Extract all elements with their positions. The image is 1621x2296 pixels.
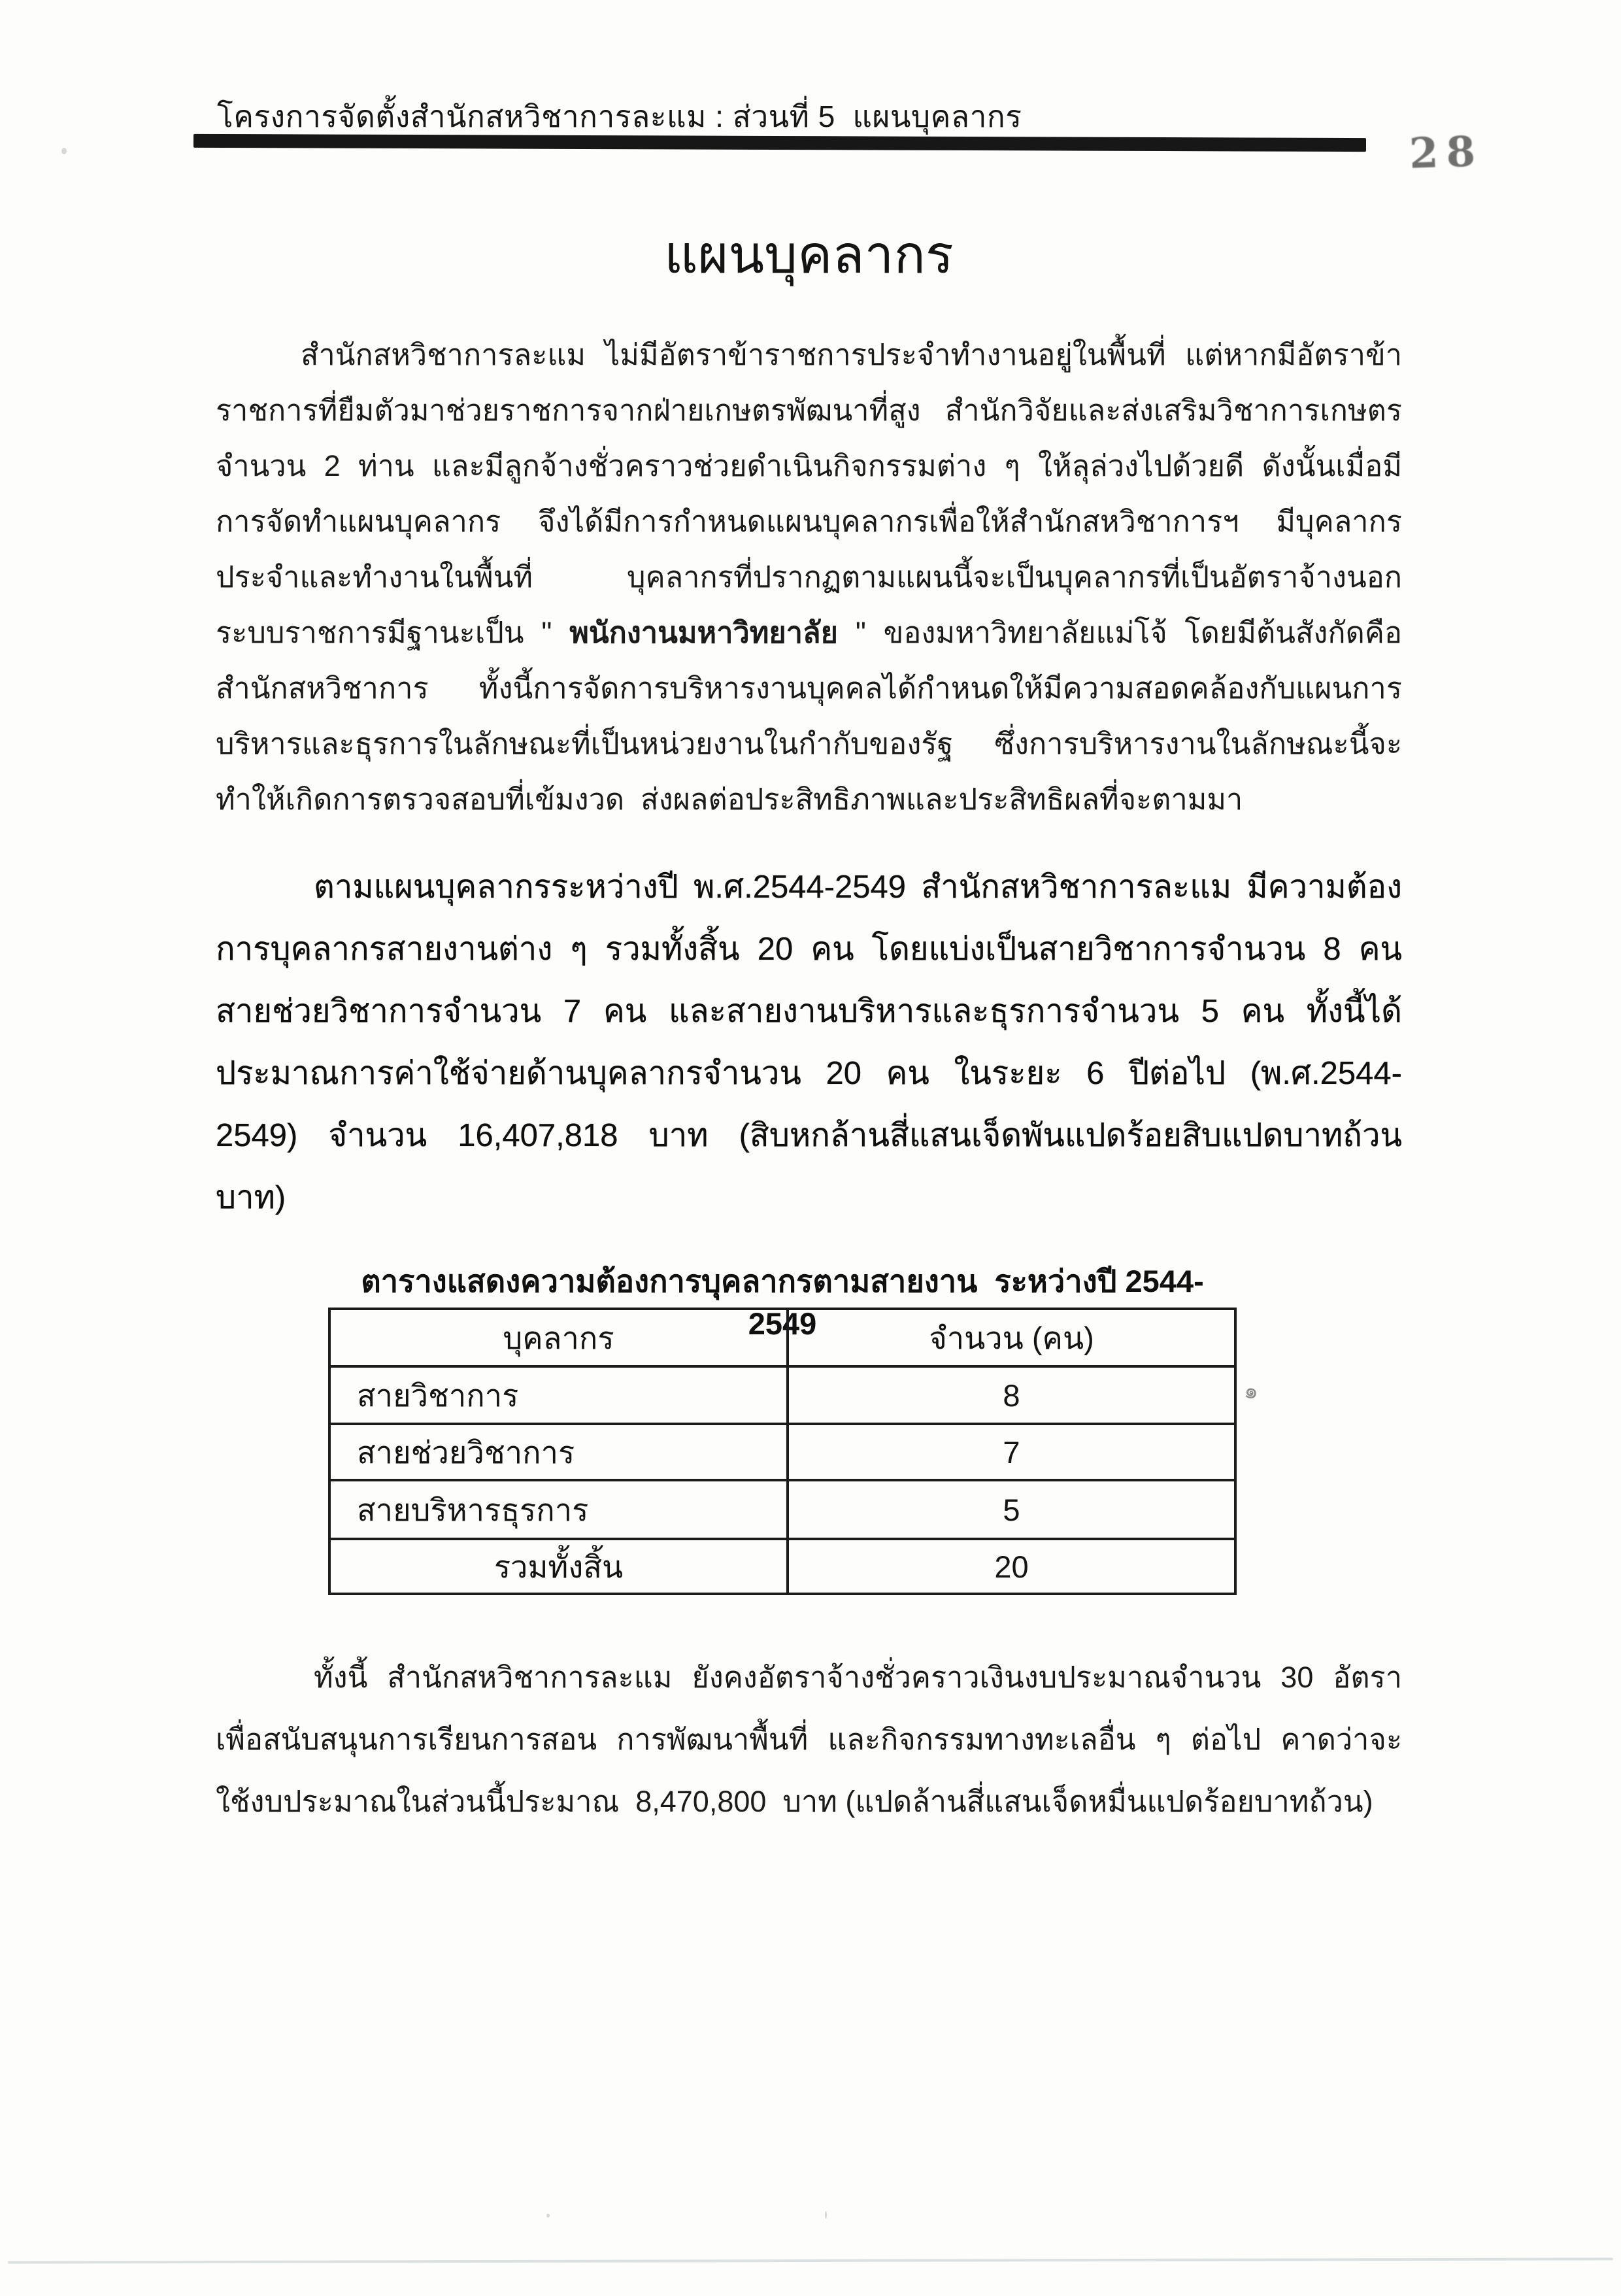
table-header-count: จำนวน (คน) [786,1310,1234,1365]
text-line: การบุคลากรสายงานต่าง ๆ รวมทั้งสิ้น 20 คน โดยแบ่งเป็นสายวิชาการจำนวน 8 คน [216,932,1402,967]
row-label-total: รวมทั้งสิ้น [493,1549,624,1584]
row-value-total: 20 [786,1540,1234,1593]
running-header: โครงการจัดตั้งสำนักสหวิชาการละแม : ส่วนที่ 5 แผนบุคลากร [217,99,1022,133]
text-line: ราชการที่ยืมตัวมาช่วยราชการจากฝ่ายเกษตรพัฒนาที่สูง สำนักวิจัยและส่งเสริมวิชาการเกษตร [216,394,1402,427]
text-line: ตามแผนบุคลากรระหว่างปี พ.ศ.2544-2549 สำนักสหวิชาการละแม มีความต้อง [314,869,1402,905]
page-number-stamp: 28 [1408,127,1484,178]
text-line: เพื่อสนับสนุนการเรียนการสอน การพัฒนาพื้นที่ และกิจกรรมทางทะเลอื่น ๆ ต่อไป คาดว่าจะ [216,1723,1402,1756]
row-value: 5 [786,1481,1234,1538]
table-row [331,1423,1234,1479]
scan-artifact [546,2214,550,2218]
row-value: 7 [786,1425,1234,1479]
row-label: สายบริหารธุรการ [357,1492,589,1527]
table-row [331,1365,1234,1423]
table-total-row [331,1538,1234,1593]
page-bottom-edge [8,2257,1613,2263]
table-header-row [331,1310,1234,1365]
text-line: สำนักสหวิชาการละแม ไม่มีอัตราข้าราชการประจำทำงานอยู่ในพื้นที่ แต่หากมีอัตราข้า [301,338,1402,371]
text-line: ทั้งนี้ สำนักสหวิชาการละแม ยังคงอัตราจ้างชั่วคราวเงินงบประมาณจำนวน 30 อัตรา [314,1661,1402,1694]
text-line: ใช้งบประมาณในส่วนนี้ประมาณ 8,470,800 บาท (แปดล้านสี่แสนเจ็ดหมื่นแปดร้อยบาทถ้วน) [216,1785,1373,1818]
page-title: แผนบุคลากร [664,226,954,284]
personnel-table [328,1308,1237,1595]
table-header-personnel: บุคลากร [503,1320,614,1355]
table-caption: ตารางแสดงความต้องการบุคลากรตามสายงาน ระหว่างปี 2544-2549 [361,1264,1204,1341]
table-row [331,1479,1234,1538]
text-line: สำนักสหวิชาการ ทั้งนี้การจัดการบริหารงานบุคคลได้กำหนดให้มีความสอดคล้องกับแผนการ [216,671,1402,705]
text-line: ประมาณการค่าใช้จ่ายด้านบุคลากรจำนวน 20 คน ในระยะ 6 ปีต่อไป (พ.ศ.2544- [216,1056,1402,1091]
paragraph-1 [216,327,1402,827]
row-label: สายวิชาการ [357,1377,519,1413]
scan-artifact [825,2211,827,2219]
text-segment: " ของมหาวิทยาลัยแม่โจ้ โดยมีต้นสังกัดคือ [837,616,1402,649]
text-line: บาท) [216,1180,286,1215]
text-segment: ระบบราชการมีฐานะเป็น " [216,616,570,649]
text-line: การจัดทำแผนบุคลากร จึงได้มีการกำหนดแผนบุคลากรเพื่อให้สำนักสหวิชาการฯ มีบุคลากร [216,505,1402,538]
row-value: 8 [786,1368,1234,1423]
text-line: สายช่วยวิชาการจำนวน 7 คน และสายงานบริหารและธุรการจำนวน 5 คน ทั้งนี้ได้ [216,994,1402,1029]
text-line: ทำให้เกิดการตรวจสอบที่เข้มงวด ส่งผลต่อประสิทธิภาพและประสิทธิผลที่จะตามมา [216,783,1243,816]
text-line [216,605,1402,660]
paragraph-3 [216,1646,1402,1832]
text-line: ประจำและทำงานในพื้นที่ บุคลากรที่ปรากฏตามแผนนี้จะเป็นบุคลากรที่เป็นอัตราจ้างนอก [216,560,1402,594]
handwritten-mark: ๑ [1243,1377,1261,1406]
paragraph-2 [216,856,1402,1229]
header-rule [193,134,1366,152]
text-line: จำนวน 2 ท่าน และมีลูกจ้างชั่วคราวช่วยดำเนินกิจกรรมต่าง ๆ ให้ลุล่วงไปด้วยดี ดังนั้นเมื่อมี [216,449,1402,482]
text-line: บริหารและธุรการในลักษณะที่เป็นหน่วยงานในกำกับของรัฐ ซึ่งการบริหารงานในลักษณะนี้จะ [216,727,1402,760]
row-label: สายช่วยวิชาการ [357,1434,575,1470]
text-line: 2549) จำนวน 16,407,818 บาท (สิบหกล้านสี่แสนเจ็ดพันแปดร้อยสิบแปดบาทถ้วน [216,1118,1402,1153]
emphasis-university-employee: พนักงานมหาวิทยาลัย [569,616,838,649]
scan-artifact [61,148,67,154]
